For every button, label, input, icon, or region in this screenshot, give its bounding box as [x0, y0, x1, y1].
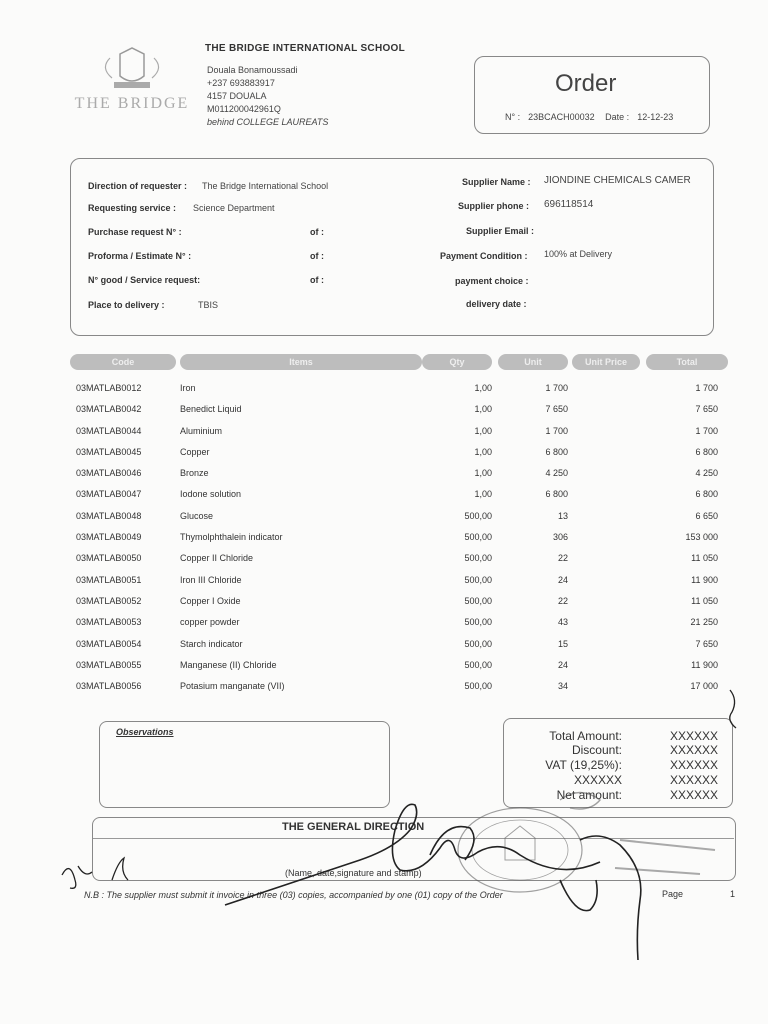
column-header-qty: Qty — [422, 354, 492, 370]
item-qty: 1,00 — [474, 383, 492, 393]
item-name: Potasium manganate (VII) — [180, 681, 285, 692]
item-unit-price: 13 — [557, 510, 568, 521]
purchase-request-label: Purchase request N° : — [88, 227, 182, 237]
item-name: Copper I Oxide — [180, 595, 241, 606]
item-total: 6 800 — [695, 489, 718, 500]
item-code: 03MATLAB0051 — [76, 574, 142, 585]
item-unit-price: 1 700 — [545, 425, 568, 436]
supplier-name-value: JIONDINE CHEMICALS CAMER — [544, 175, 691, 186]
item-code: 03MATLAB0047 — [76, 489, 142, 500]
item-total: 153 000 — [685, 532, 718, 543]
total-amount-value: XXXXXX — [670, 729, 719, 743]
order-number-label: N° : — [505, 112, 521, 122]
item-qty: 1,00 — [474, 404, 492, 415]
of-label: of : — [310, 251, 324, 261]
item-total: 11 050 — [691, 553, 718, 564]
item-unit-price: 1 700 — [545, 383, 568, 393]
item-name: Thymolphthalein indicator — [180, 532, 283, 543]
column-header-unit: Unit — [498, 354, 568, 370]
of-label: of : — [310, 275, 324, 285]
proforma-label: Proforma / Estimate N° : — [88, 251, 192, 261]
item-total: 21 250 — [690, 617, 718, 628]
item-unit-price: 4 250 — [545, 468, 568, 479]
item-name: Manganese (II) Chloride — [180, 659, 277, 670]
item-name: copper powder — [180, 617, 240, 628]
column-header-code: Code — [70, 354, 176, 370]
column-header-total: Total — [646, 354, 728, 370]
item-unit-price: 34 — [557, 681, 568, 692]
delivery-date-label: delivery date : — [466, 299, 527, 309]
order-date: 12-12-23 — [637, 112, 674, 122]
supplier-phone-value: 696118514 — [544, 199, 594, 210]
vat-label: VAT (19,25%): — [545, 758, 622, 772]
order-date-label: Date : — [605, 112, 630, 122]
item-name: Aluminium — [180, 425, 223, 436]
item-unit-price: 24 — [557, 659, 568, 670]
item-name: Benedict Liquid — [180, 404, 242, 415]
item-code: 03MATLAB0050 — [76, 553, 142, 564]
item-unit-price: 22 — [557, 595, 568, 606]
item-total: 11 900 — [691, 574, 718, 585]
item-unit-price: 15 — [557, 638, 568, 649]
address-line: behind COLLEGE LAUREATS — [207, 117, 329, 127]
item-code: 03MATLAB0053 — [76, 617, 142, 628]
item-total: 11 050 — [691, 595, 718, 606]
logo-text: THE BRIDGE — [74, 95, 190, 112]
delivery-place-value: TBIS — [198, 300, 219, 310]
item-unit-price: 306 — [552, 532, 568, 543]
delivery-place-label: Place to delivery : — [88, 300, 165, 310]
address-line: 4157 DOUALA — [207, 91, 267, 101]
item-total: 4 250 — [695, 468, 718, 479]
item-unit-price: 7 650 — [545, 404, 568, 415]
general-direction-title: THE GENERAL DIRECTION — [282, 821, 425, 833]
item-code: 03MATLAB0044 — [76, 425, 142, 436]
address-line: Douala Bonamoussadi — [207, 65, 298, 75]
item-unit-price: 43 — [557, 617, 568, 628]
item-qty: 1,00 — [474, 446, 492, 457]
item-total: 1 700 — [695, 425, 718, 436]
item-name: Glucose — [180, 510, 214, 521]
address-line: +237 693883917 — [207, 78, 275, 88]
discount-label: Discount: — [571, 743, 622, 757]
item-total: 1 700 — [695, 383, 718, 393]
supplier-email-label: Supplier Email : — [466, 226, 535, 236]
item-total: 17 000 — [690, 681, 718, 692]
order-title: Order — [555, 70, 617, 97]
item-qty: 1,00 — [474, 489, 492, 500]
vat-value: XXXXXX — [670, 758, 719, 772]
supplier-name-label: Supplier Name : — [462, 177, 531, 187]
net-amount-value: XXXXXX — [670, 788, 719, 802]
item-code: 03MATLAB0048 — [76, 510, 142, 521]
item-code: 03MATLAB0052 — [76, 595, 142, 606]
item-name: Iron — [180, 383, 196, 393]
item-name: Copper — [180, 446, 210, 457]
item-code: 03MATLAB0012 — [76, 383, 142, 393]
page-number: 1 — [730, 889, 736, 899]
supplier-phone-label: Supplier phone : — [458, 201, 529, 211]
item-qty: 500,00 — [464, 510, 492, 521]
item-qty: 500,00 — [464, 553, 492, 564]
payment-condition-value: 100% at Delivery — [544, 249, 613, 259]
column-header-unit-price: Unit Price — [572, 354, 640, 370]
item-total: 7 650 — [695, 638, 718, 649]
column-header-items: Items — [180, 354, 422, 370]
item-unit-price: 22 — [557, 553, 568, 564]
order-number: 23BCACH00032 — [528, 112, 595, 122]
item-qty: 500,00 — [464, 681, 492, 692]
item-unit-price: 6 800 — [545, 489, 568, 500]
extra-label: XXXXXX — [573, 773, 622, 787]
item-qty: 500,00 — [464, 638, 492, 649]
service-label: Requesting service : — [88, 203, 177, 213]
address-line: M011200042961Q — [207, 104, 281, 114]
item-code: 03MATLAB0042 — [76, 404, 142, 415]
item-total: 11 900 — [691, 659, 718, 670]
service-value: Science Department — [193, 203, 275, 213]
item-unit-price: 24 — [557, 574, 568, 585]
extra-value: XXXXXX — [670, 773, 719, 787]
item-total: 6 650 — [695, 510, 718, 521]
item-qty: 500,00 — [464, 532, 492, 543]
total-amount-label: Total Amount: — [549, 729, 622, 743]
observations-title: Observations — [116, 727, 174, 737]
item-name: Starch indicator — [180, 638, 243, 649]
item-total: 7 650 — [695, 404, 718, 415]
item-code: 03MATLAB0054 — [76, 638, 142, 649]
signature-initials — [62, 690, 736, 888]
direction-value: The Bridge International School — [202, 181, 329, 191]
item-qty: 500,00 — [464, 659, 492, 670]
item-qty: 500,00 — [464, 617, 492, 628]
payment-condition-label: Payment Condition : — [440, 251, 528, 261]
item-total: 6 800 — [695, 446, 718, 457]
item-name: Copper II Chloride — [180, 553, 254, 564]
item-code: 03MATLAB0055 — [76, 659, 142, 670]
direction-label: Direction of requester : — [88, 181, 188, 191]
school-name: THE BRIDGE INTERNATIONAL SCHOOL — [205, 43, 406, 54]
discount-value: XXXXXX — [670, 743, 719, 757]
item-name: Bronze — [180, 468, 209, 479]
item-qty: 1,00 — [474, 468, 492, 479]
general-direction-subtitle: (Name, date,signature and stamp) — [285, 868, 422, 878]
net-amount-label: Net amount: — [556, 788, 622, 802]
item-code: 03MATLAB0056 — [76, 681, 142, 692]
item-unit-price: 6 800 — [545, 446, 568, 457]
item-qty: 500,00 — [464, 595, 492, 606]
item-qty: 500,00 — [464, 574, 492, 585]
footer-note: N.B : The supplier must submit it invoice in three (03) copies, accompanied by one (01) copy of the Order — [84, 890, 503, 900]
item-name: Iron III Chloride — [180, 574, 242, 585]
item-name: Iodone solution — [180, 489, 242, 500]
of-label: of : — [310, 227, 324, 237]
page-label: Page — [662, 889, 684, 899]
item-code: 03MATLAB0049 — [76, 532, 142, 543]
signature-director — [225, 804, 641, 960]
item-qty: 1,00 — [474, 425, 492, 436]
item-code: 03MATLAB0045 — [76, 446, 142, 457]
payment-choice-label: payment choice : — [455, 276, 529, 286]
official-stamp — [458, 793, 715, 893]
item-code: 03MATLAB0046 — [76, 468, 142, 479]
good-request-label: N° good / Service request: — [88, 275, 201, 285]
